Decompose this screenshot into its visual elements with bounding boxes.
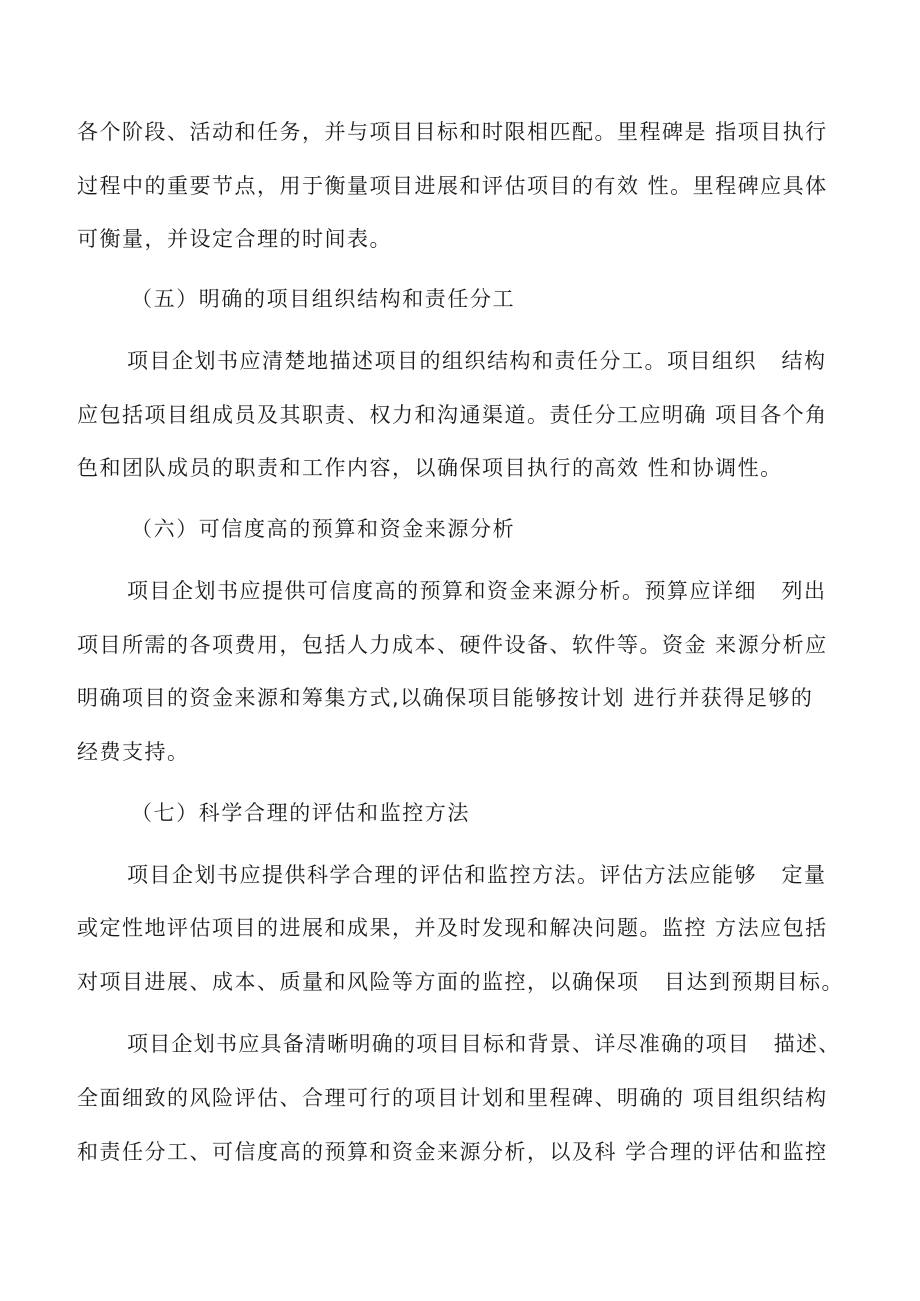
intro-line-1: 各个阶段、活动和任务，并与项目目标和时限相匹配。里程碑是 指项目执行 [77, 120, 828, 144]
section6-line-2: 项目所需的各项费用，包括人力成本、硬件设备、软件等。资金 来源分析应 [77, 633, 828, 657]
summary-line-1: 项目企划书应具备清晰明确的项目目标和背景、详尽准确的项目 描述、 [127, 1032, 841, 1056]
section6-line-1: 项目企划书应提供可信度高的预算和资金来源分析。预算应详细 列出 [127, 579, 827, 603]
intro-line-2: 过程中的重要节点，用于衡量项目进展和评估项目的有效 性。里程碑应具体 [77, 174, 828, 198]
section7-line-2: 或定性地评估项目的进展和成果，并及时发现和解决问题。监控 方法应包括 [77, 916, 828, 940]
intro-line-3: 可衡量，并设定合理的时间表。 [77, 227, 392, 251]
summary-line-3: 和责任分工、可信度高的预算和资金来源分析，以及科 学合理的评估和监控 [77, 1140, 828, 1164]
section5-line-2: 应包括项目组成员及其职责、权力和沟通渠道。责任分工应明确 项目各个角 [77, 403, 828, 427]
section5-line-3: 色和团队成员的职责和工作内容，以确保项目执行的高效 性和协调性。 [77, 456, 783, 480]
section5-line-1: 项目企划书应清楚地描述项目的组织结构和责任分工。项目组织 结构 [127, 349, 827, 373]
section7-line-3: 对项目进展、成本、质量和风险等方面的监控，以确保项 目达到预期目标。 [77, 970, 845, 994]
section7-heading: （七）科学合理的评估和监控方法 [131, 801, 470, 825]
section6-heading: （六）可信度高的预算和资金来源分析 [131, 517, 516, 541]
summary-line-2: 全面细致的风险评估、合理可行的项目计划和里程碑、明确的 项目组织结构 [77, 1086, 828, 1110]
section6-line-3: 明确项目的资金来源和筹集方式,以确保项目能够按计划 进行并获得足够的 [77, 686, 814, 710]
section5-heading: （五）明确的项目组织结构和责任分工 [131, 287, 516, 311]
section7-line-1: 项目企划书应提供科学合理的评估和监控方法。评估方法应能够 定量 [127, 863, 827, 887]
section6-line-4: 经费支持。 [77, 740, 190, 764]
